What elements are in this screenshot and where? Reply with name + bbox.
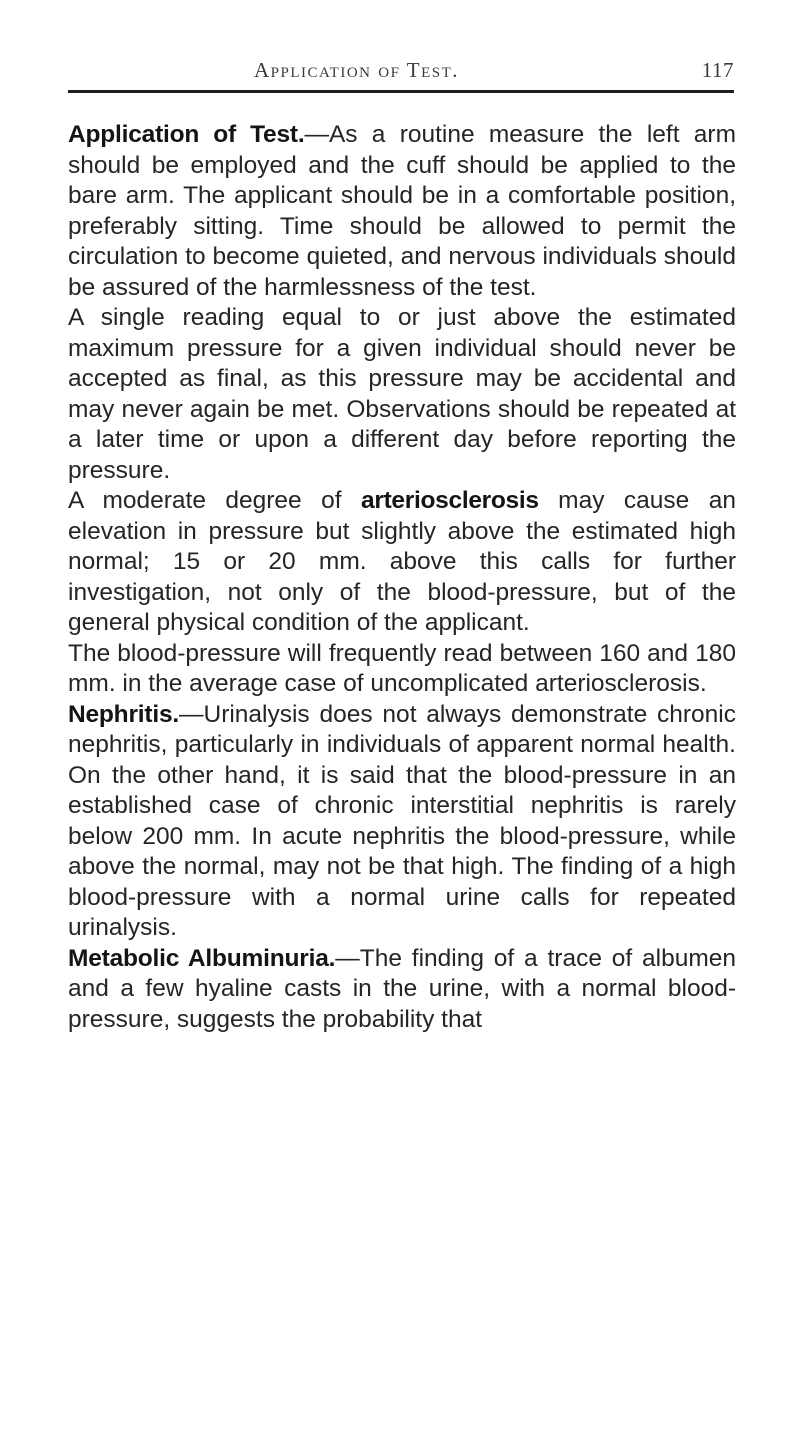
- page-number: 117: [701, 58, 734, 82]
- term-arteriosclerosis: arteriosclerosis: [361, 487, 539, 514]
- paragraph-text-start: A moderate degree of: [68, 487, 362, 514]
- paragraph-single-reading: [68, 303, 736, 486]
- paragraph-text: —Urinalysis does not always demonstrate chronic nephritis, particularly in individuals of apparent normal health. On the other hand, it is said that the blood-pressure in an established case of chronic interstitial nephritis is rarely below 200 mm. In acute nephritis the blood-pressure, while above the normal, may not be that high. The finding of a high blood-pressure with a normal urine calls for repeated urinalysis.: [68, 700, 736, 941]
- paragraph-metabolic-albuminuria: [68, 944, 736, 1036]
- paragraph-text: A single reading equal to or just above the estimated maximum pressure for a given individual should never be accepted as final, as this pressure may be accidental and may never again be met. Observations should be repeated at a later time or upon a different day before reporting the pressure.: [68, 304, 736, 484]
- paragraph-text: —The finding of a trace of albumen and a few hyaline casts in the urine, with a normal blood-pressure, suggests the probability that: [68, 944, 736, 1033]
- paragraph-text-end: may cause an elevation in pressure but slightly above the estimated high normal; 15 or 20 mm. above this calls for further investigation, not only of the blood-pressure, but of the general physical condition of the applicant.: [68, 487, 736, 636]
- paragraph-arteriosclerosis: [68, 486, 736, 639]
- paragraph-text: The blood-pressure will frequently read between 160 and 180 mm. in the average case of uncomplicated arteriosclerosis.: [68, 639, 736, 697]
- paragraph-blood-pressure-range: [68, 639, 736, 700]
- header-rule: [68, 90, 734, 93]
- body-text: [68, 120, 736, 1035]
- section-heading-metabolic-albuminuria: Metabolic Albuminuria.: [68, 944, 336, 972]
- running-head-title: Application of Test.: [254, 58, 460, 82]
- running-head: [68, 58, 734, 88]
- paragraph-nephritis: [68, 700, 736, 944]
- paragraph-application-of-test: [68, 120, 736, 303]
- paragraph-text: —As a routine measure the left arm should be employed and the cuff should be applied to the bare arm. The applicant should be in a comfortable position, preferably sitting. Time should be allowed to permit the circulation to become quieted, and nervous individuals should be assured of the harmlessness of the test.: [68, 121, 736, 301]
- section-heading-application-of-test: Application of Test.: [68, 121, 305, 148]
- section-heading-nephritis: Nephritis.: [68, 700, 179, 728]
